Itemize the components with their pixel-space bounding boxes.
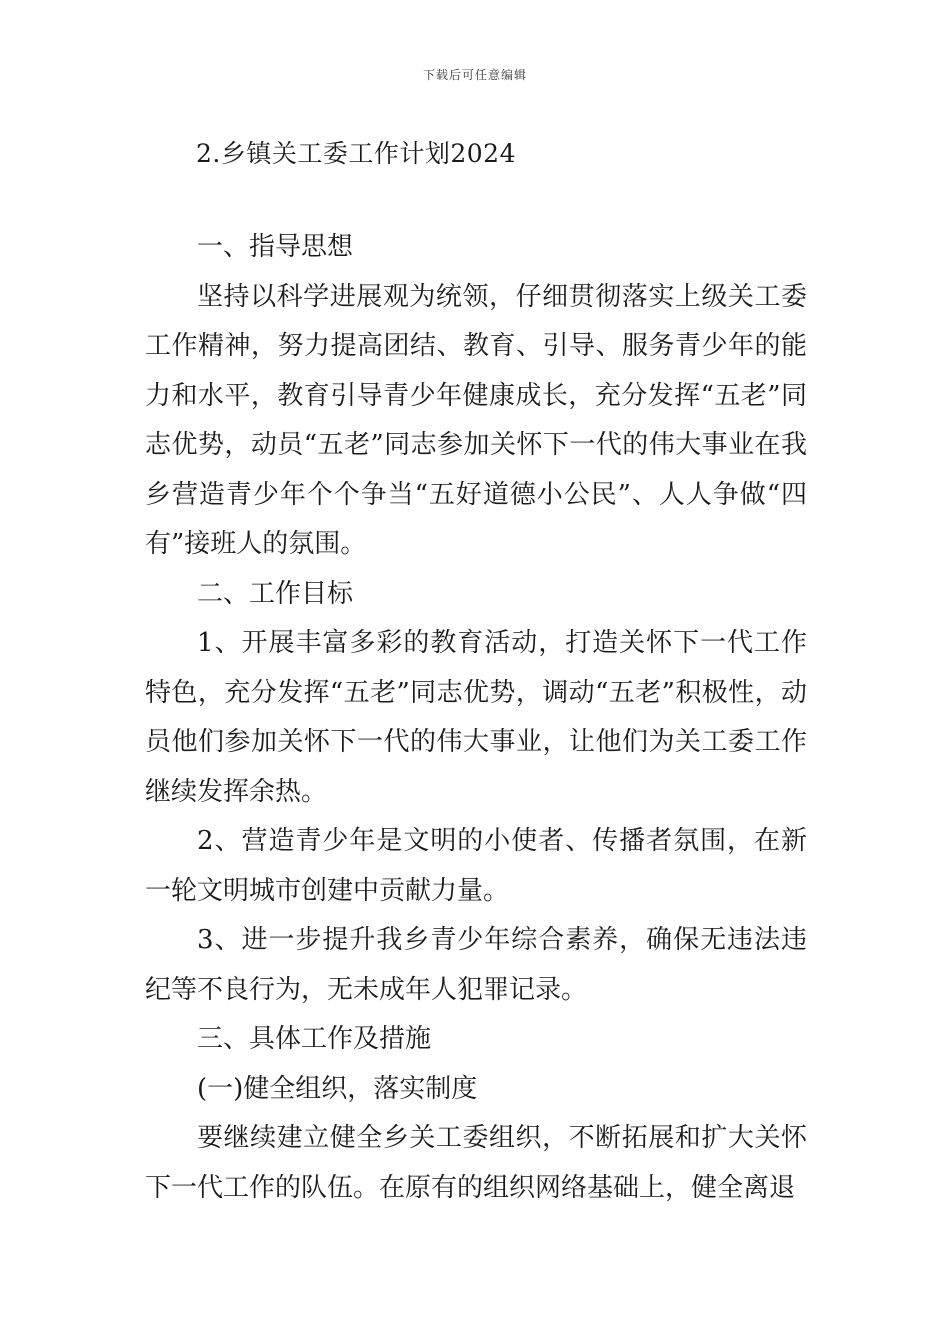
section-heading-work-goals: 二、工作目标 bbox=[197, 578, 354, 609]
document-body bbox=[145, 223, 807, 1213]
header-note: 下载后可任意编辑 bbox=[422, 68, 527, 82]
paragraph-guiding-ideology: 坚持以科学进展观为统领，仔细贯彻落实上级关工委工作精神，努力提高团结、教育、引导、服务青少年的能力和水平，教育引导青少年健康成长，充分发挥“五老”同志优势，动员“五老”同志参加关怀下一代的伟大事业在我乡营造青少年个个争当“五好道德小公民”、人人争做“四有”接班人的氛围。 bbox=[145, 281, 807, 559]
paragraph-goal-3: 3、进一步提升我乡青少年综合素养，确保无违法违纪等不良行为，无未成年人犯罪记录。 bbox=[145, 925, 807, 1005]
paragraph-goal-2: 2、营造青少年是文明的小使者、传播者氛围，在新一轮文明城市创建中贡献力量。 bbox=[145, 826, 807, 906]
subsection-heading-organization: (一)健全组织，落实制度 bbox=[197, 1073, 478, 1104]
document-title: 2.乡镇关工委工作计划2024 bbox=[196, 139, 516, 168]
paragraph-goal-1: 1、开展丰富多彩的教育活动，打造关怀下一代工作特色，充分发挥“五老”同志优势，调动“五老”积极性，动员他们参加关怀下一代的伟大事业，让他们为关工委工作继续发挥余热。 bbox=[145, 628, 807, 807]
paragraph-organization: 要继续建立健全乡关工委组织，不断拓展和扩大关怀下一代工作的队伍。在原有的组织网络基础上，健全离退 bbox=[145, 1123, 807, 1203]
section-heading-measures: 三、具体工作及措施 bbox=[197, 1024, 432, 1054]
section-heading-guiding-ideology: 一、指导思想 bbox=[197, 232, 354, 262]
